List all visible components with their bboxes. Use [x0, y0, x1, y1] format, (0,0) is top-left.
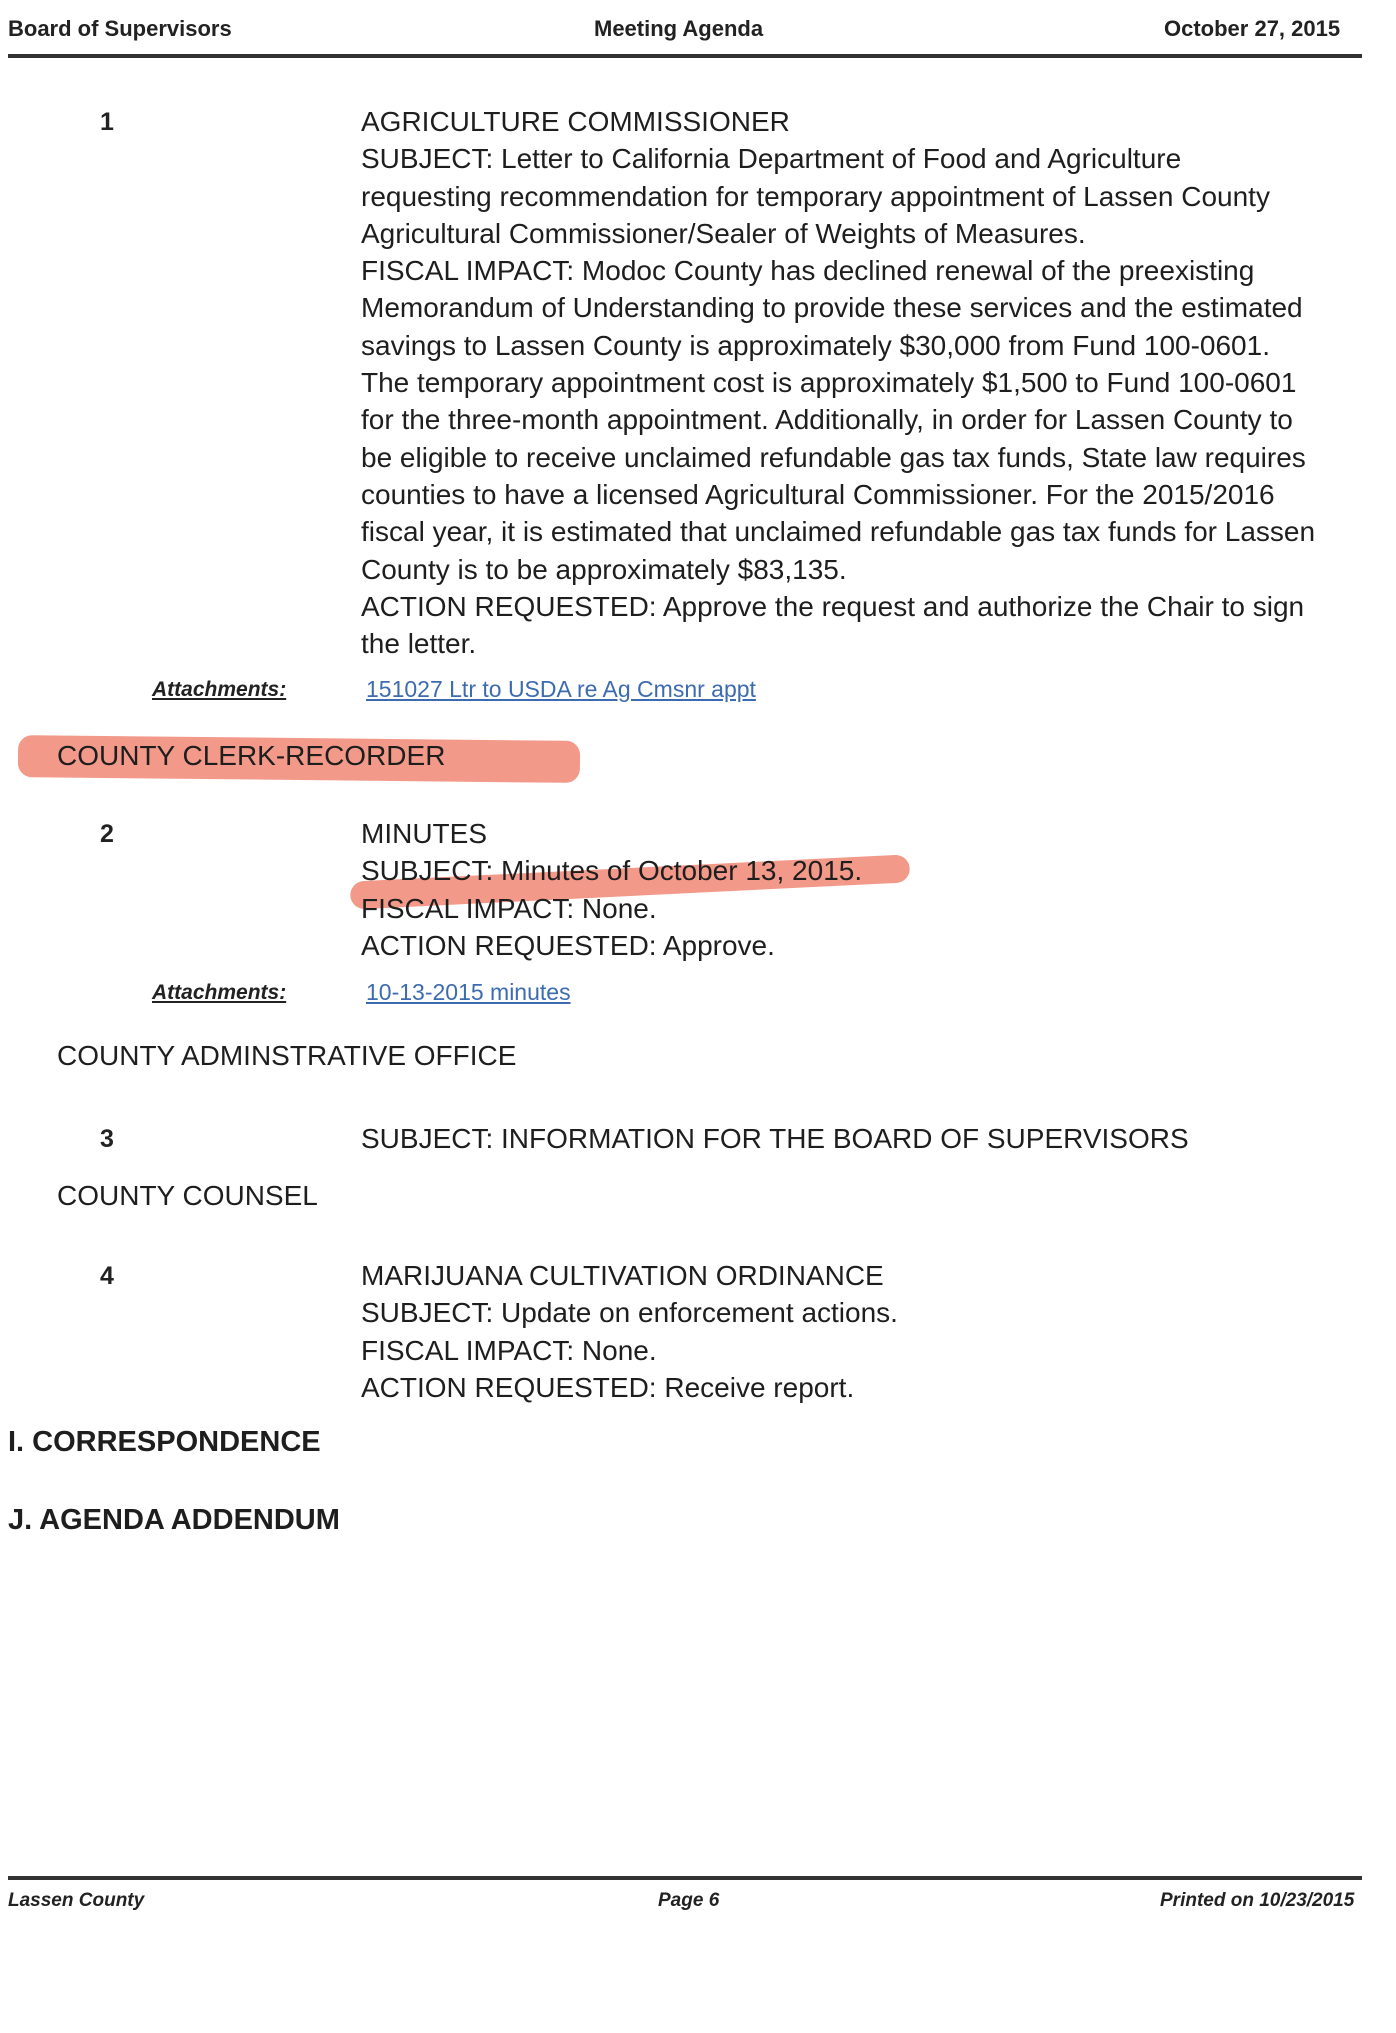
item-text-line: FISCAL IMPACT: None.: [361, 1334, 657, 1366]
footer-county: Lassen County: [8, 1890, 145, 1911]
item-text-line: MARIJUANA CULTIVATION ORDINANCE: [361, 1260, 884, 1291]
item-text-line: the letter.: [361, 628, 477, 660]
footer-rule: [8, 1876, 1362, 1880]
attachments-label: Attachments:: [152, 678, 287, 701]
item-text-line: requesting recommendation for temporary appointment of Lassen County: [361, 180, 1270, 212]
item-text-line: SUBJECT: Letter to California Department of Food and Agriculture: [361, 143, 1182, 175]
item-text-line: FISCAL IMPACT: Modoc County has declined renewal of the preexisting: [361, 255, 1255, 287]
header-document-type: Meeting Agenda: [594, 16, 764, 41]
item-3-text: [361, 1120, 1361, 1157]
attachment-link-minutes[interactable]: 10-13-2015 minutes: [366, 979, 571, 1005]
item-text-line: SUBJECT: INFORMATION FOR THE BOARD OF SUPERVISORS: [361, 1123, 1189, 1154]
item-text-line: Agricultural Commissioner/Sealer of Weights of Measures.: [361, 217, 1086, 249]
item-number: 2: [100, 820, 114, 848]
item-number: 3: [100, 1125, 114, 1153]
item-text-line: ACTION REQUESTED: Receive report.: [361, 1371, 855, 1403]
item-text-line: ACTION REQUESTED: Approve.: [361, 929, 775, 961]
item-text-line: savings to Lassen County is approximately $30,000 from Fund 100-0601.: [361, 329, 1270, 361]
item-text-line: counties to have a licensed Agricultural Commissioner. For the 2015/2016: [361, 478, 1275, 510]
item-2-text: [361, 815, 1361, 964]
attachments-label: Attachments:: [152, 981, 287, 1004]
item-text-line: County is to be approximately $83,135.: [361, 553, 847, 585]
footer-printed-date: Printed on 10/23/2015: [1160, 1890, 1355, 1911]
header-board-name: Board of Supervisors: [8, 16, 232, 41]
item-4-text: [361, 1257, 1361, 1406]
item-text-line: MINUTES: [361, 818, 487, 849]
department-heading-admin: COUNTY ADMINSTRATIVE OFFICE: [57, 1040, 517, 1071]
item-text-line: SUBJECT: Update on enforcement actions.: [361, 1297, 898, 1329]
department-heading-counsel: COUNTY COUNSEL: [57, 1180, 318, 1211]
header-rule: [8, 54, 1362, 58]
item-text-line: The temporary appointment cost is approximately $1,500 to Fund 100-0601: [361, 367, 1297, 399]
section-heading-agenda-addendum: J. AGENDA ADDENDUM: [8, 1504, 340, 1536]
item-text-line: be eligible to receive unclaimed refundable gas tax funds, State law requires: [361, 441, 1306, 473]
item-text-line: AGRICULTURE COMMISSIONER: [361, 106, 790, 137]
item-text-line: Memorandum of Understanding to provide these services and the estimated: [361, 292, 1303, 324]
item-text-line: SUBJECT: Minutes of October 13, 2015.: [361, 855, 863, 887]
header-meeting-date: October 27, 2015: [1164, 16, 1341, 41]
item-number: 4: [100, 1262, 114, 1290]
footer-page-number: Page 6: [658, 1890, 720, 1911]
item-1-text: [361, 103, 1361, 662]
item-text-line: FISCAL IMPACT: None.: [361, 892, 657, 924]
item-text-line: ACTION REQUESTED: Approve the request and authorize the Chair to sign: [361, 590, 1305, 622]
item-text-line: fiscal year, it is estimated that unclaimed refundable gas tax funds for Lassen: [361, 516, 1316, 548]
section-heading-correspondence: I. CORRESPONDENCE: [8, 1426, 321, 1458]
attachment-link-ag-letter[interactable]: 151027 Ltr to USDA re Ag Cmsnr appt: [366, 676, 756, 702]
item-text-line: for the three-month appointment. Additionally, in order for Lassen County to: [361, 404, 1293, 436]
item-number: 1: [100, 108, 114, 136]
department-heading-clerk: COUNTY CLERK-RECORDER: [57, 740, 446, 771]
